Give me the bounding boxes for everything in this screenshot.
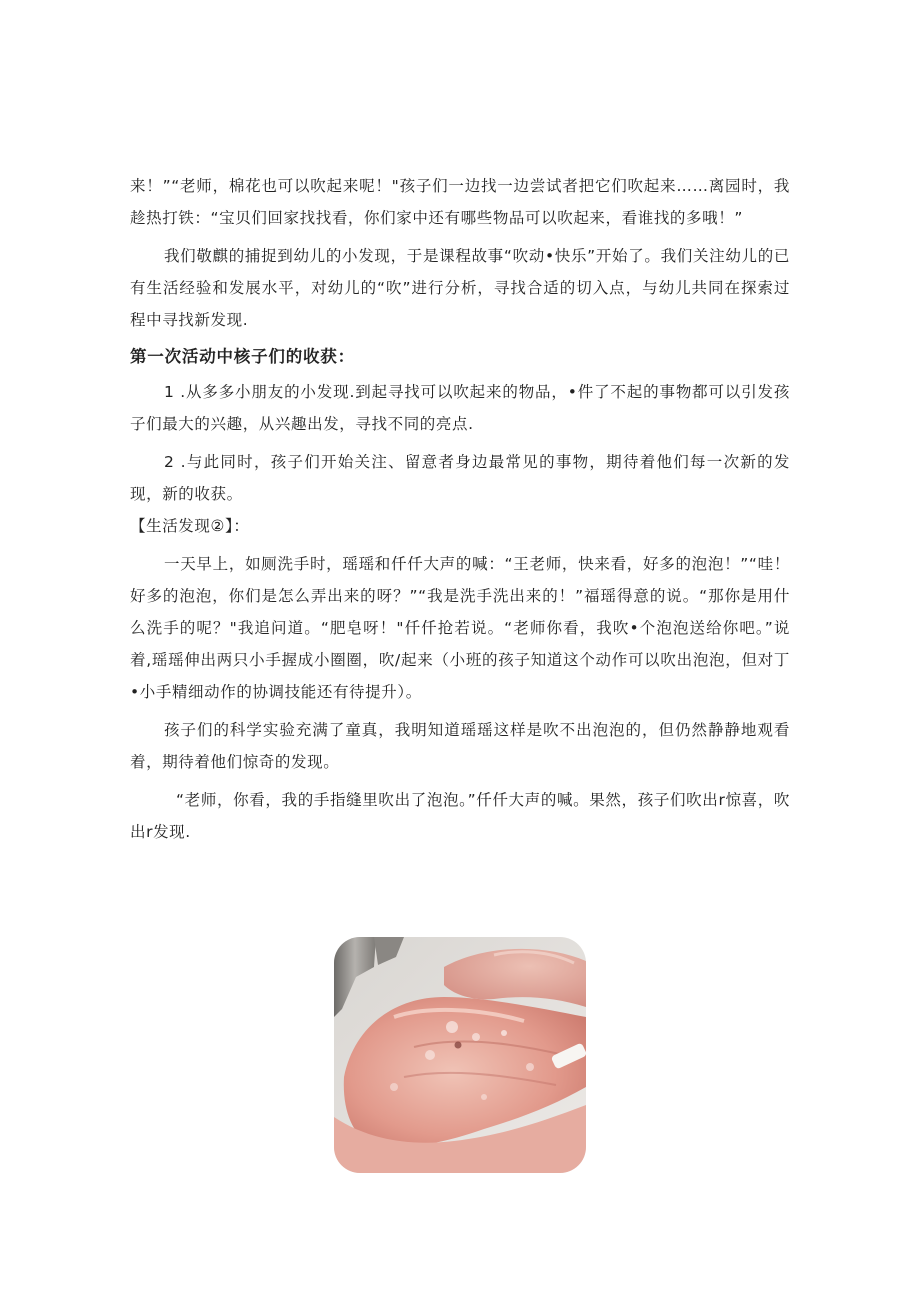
paragraph-2: 我们敬麒的捕捉到幼儿的小发现，于是课程故事“吹动•快乐”开始了。我们关注幼儿的已有生活经验和发展水平，对幼儿的“吹”进行分析，寻找合适的切入点，与幼儿共同在探索过程中寻找新发现. [130,247,790,329]
paragraph-1: 来！”“老师，棉花也可以吹起来呢！"孩子们一边找一边尝试者把它们吹起来……离园时，我趁热打铁：“宝贝们回家找找看，你们家中还有哪些物品可以吹起来，看谁找的多哦！” [130,177,790,227]
list-item-1: 1 .从多多小朋友的小发现.到起寻找可以吹起来的物品，•件了不起的事物都可以引发孩子们最大的兴趣，从兴趣出发，寻找不同的亮点. [130,383,790,433]
list-item-2: 2 .与此同时，孩子们开始关注、留意者身边最常见的事物，期待着他们每一次新的发现，新的收获。 [130,453,790,503]
section-heading-harvest: 第一次活动中核子们的收获： [130,347,355,366]
paragraph-3: 一天早上，如厕洗手时，瑶瑶和仟仟大声的喊：“王老师，快来看，好多的泡泡！”“哇！好多的泡泡，你们是怎么弄出来的呀？”“我是洗手洗出来的！”福瑶得意的说。“那你是用什么洗手的呢？"我追问道。“肥皂呀！"仟仟抢若说。“老师你看，我吹•个泡泡送给你吧。”说着,瑶瑶伸出两只小手握成小圈圈，吹/起来（小班的孩子知道这个动作可以吹出泡泡，但对丁•小手精细动作的协调技能还有待提升）。 [130,555,790,701]
section-heading-life-discovery: 【生活发现②】： [130,517,250,535]
paragraph-4: 孩子们的科学实验充满了童真，我明知道瑶瑶这样是吹不出泡泡的，但仍然静静地观看着，期待着他们惊奇的发现。 [130,721,790,771]
paragraph-5: “老师，你看，我的手指缝里吹出了泡泡。”仟仟大声的喊。果然，孩子们吹出r惊喜，吹出r发现. [130,791,790,841]
soapy-hands-image [334,937,586,1173]
handwashing-photo [334,937,586,1173]
document-body [130,170,790,848]
